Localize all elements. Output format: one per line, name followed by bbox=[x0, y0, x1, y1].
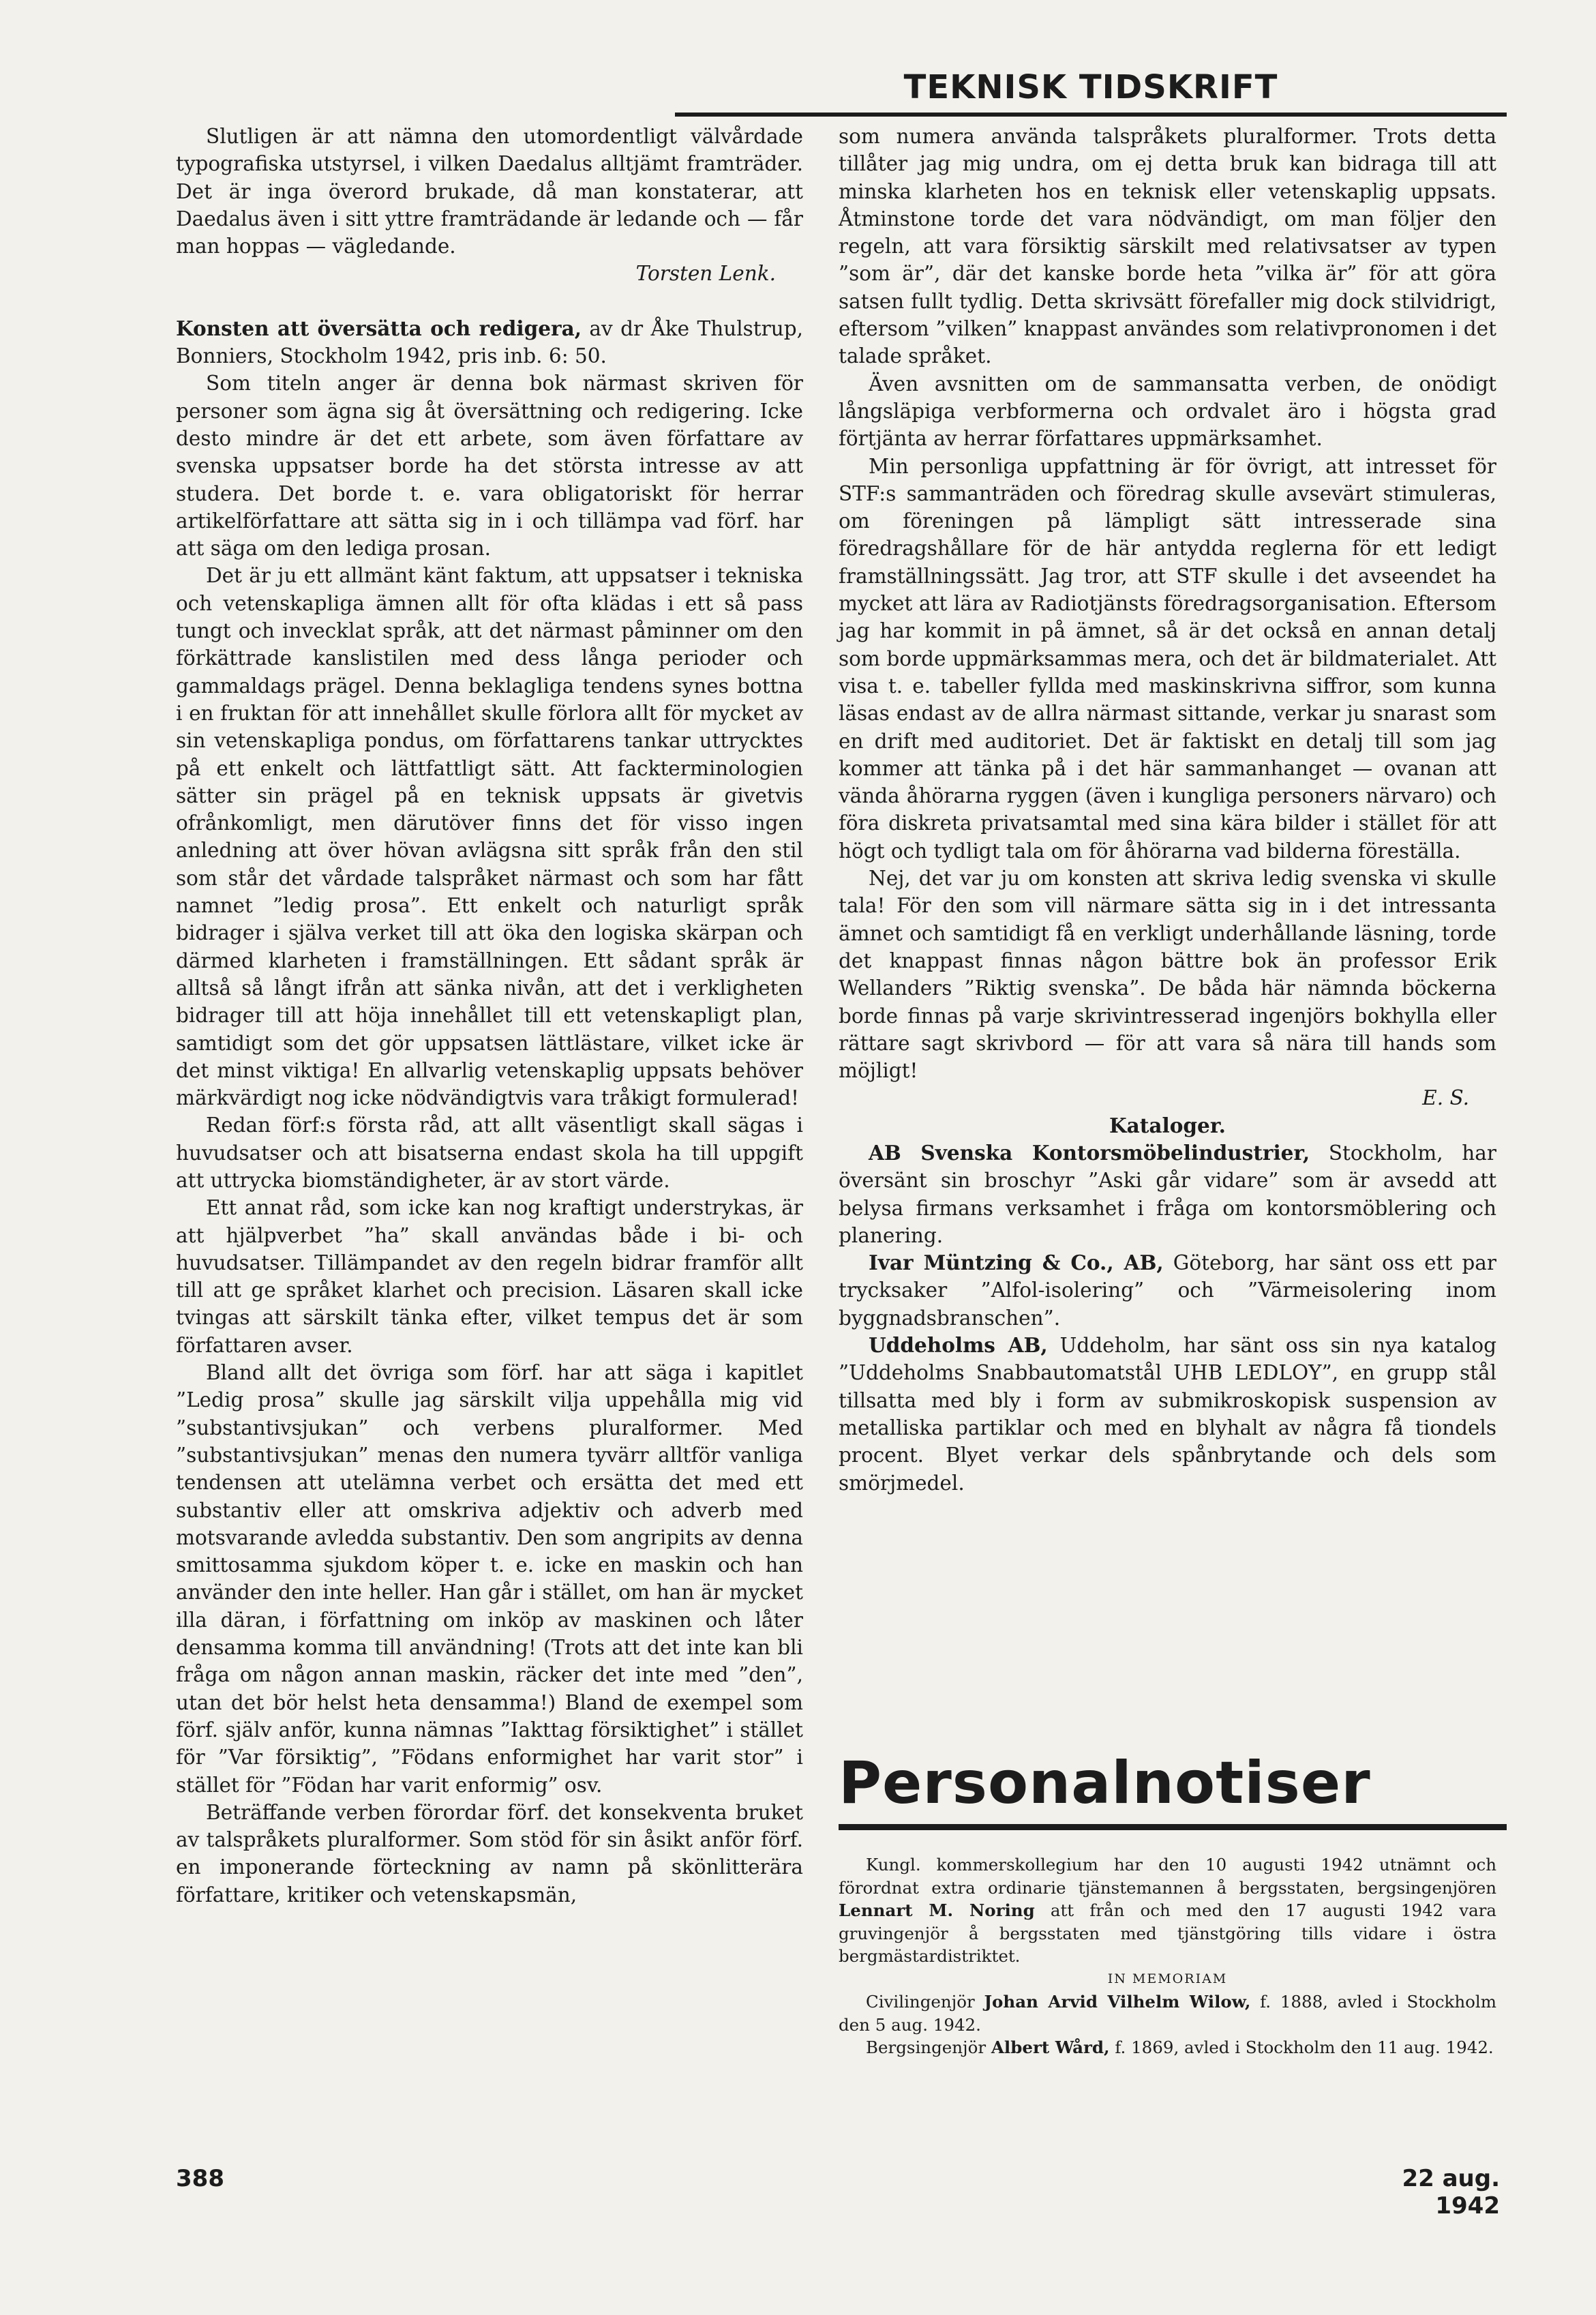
paragraph: Redan förf:s första råd, att allt väsentligt skall sägas i huvudsatser och att bisatserna endast skola ha till uppgift att uttrycka biomständigheter, är av stort värde. bbox=[176, 1114, 803, 1192]
section-title: Personalnotiser bbox=[839, 1749, 1371, 1817]
paragraph: som numera använda talspråkets pluralformer. Trots detta tillåter jag mig undra, om ej detta bruk kan bidraga till att minska klarheten hos en teknisk eller vetenskaplig uppsats. Åtminstone torde det vara nödvändigt, om man följer den regeln, att vara försiktig särskilt med relativsatser av typen ”som är”, där det kanske borde heta ”vilka är” för att göra satsen fullt tydlig. Detta skrivsätt förefaller mig dock stilvidrigt, eftersom ”vilken” knappast användes som relativpronomen i det talade språket. bbox=[839, 125, 1496, 368]
notice-text: f. 1869, avled i Stockholm den 11 aug. 1942. bbox=[1109, 2037, 1494, 2057]
notice-text: f. 1888, avled i Stockholm den 5 aug. 1942. bbox=[839, 1992, 1496, 2035]
paragraph: Min personliga uppfattning är för övrigt, att intresset för STF:s sammanträden och föredrag skulle avsevärt stimuleras, om föreningen på lämpligt sätt intresserade sina föredragshållare för de här antydda reglerna för ett ledigt framställningssätt. Jag tror, att STF skulle i det avseendet ha mycket att lära av Radiotjänsts föredragsorganisation. Eftersom jag har kommit in på ämnet, så är det också en annan detalj som borde uppmärksammas mera, och det är bildmaterialet. Att visa t. e. tabeller fyllda med maskinskrivna siffror, som kunna läsas endast av de allra närmast sittande, verkar ju snarast som en drift med auditoriet. Det är faktiskt en detalj till som jag kommer att tänka på i det här sammanhanget — ovanan att vända åhörarna ryggen (även i kungliga personers närvaro) och föra diskreta privatsamtal med sina kära bilder i stället för att högt och tydligt tala om för åhörarna vad bilderna föreställa. bbox=[839, 454, 1496, 863]
catalog-entry bbox=[839, 1139, 1496, 1249]
masthead-rule bbox=[675, 113, 1507, 117]
catalog-text: Göteborg, har sänt oss ett par trycksaker ”Alfol-isolering” och ”Värmeisolering inom byggnadsbranschen”. bbox=[839, 1251, 1496, 1330]
catalog-text: Uddeholm, har sänt oss sin nya katalog ”Uddeholms Snabbautomatstål UHB LEDLOY”, en grupp stål tillsatta med bly i form av submikroskopisk suspension av metalliska partiklar och med en blyhalt av några få tiondels procent. Blyet verkar dels spånbrytande och dels som smörjmedel. bbox=[839, 1334, 1496, 1495]
notice-text: att från och med den 17 augusti 1942 vara gruvingenjör å bergsstaten med tjänstgöring tills vidare i östra bergmästardistriktet. bbox=[839, 1900, 1496, 1966]
paragraph: Det är ju ett allmänt känt faktum, att uppsatser i tekniska och vetenskapliga ämnen allt för ofta klädas i ett så pass tungt och invecklat språk, att det närmast påminner om den förkättrade kanslistilen med dess långa perioder och gammaldags prägel. Denna beklagliga tendens synes bottna i en fruktan för att innehållet skulle förlora allt för mycket av sin vetenskapliga pondus, om författarens tankar uttrycktes på ett enkelt och lättfattligt sätt. Att fackterminologien sätter sin prägel på en teknisk uppsats är givetvis ofrånkomligt, men därutöver finns det för visso ingen anledning att över hövan avlägsna sitt språk från den stil som står det vårdade talspråket närmast och som har fått namnet ”ledig prosa”. Ett enkelt och naturligt språk bidrager i själva verket till att öka den logiska skärpan och därmed klarheten i framställningen. Ett sådant språk är alltså så långt ifrån att sänka nivån, att det i verkligheten bidrager till att höja innehållet till ett vetenskapligt plan, samtidigt som det gör uppsatsen lättlästare, vilket icke är det minst viktiga! En allvarlig vetenskaplig uppsats behöver märkvärdigt nog icke nödvändigtvis vara tråkigt formulerad! bbox=[176, 564, 803, 1110]
company-name: Ivar Müntzing & Co., AB, bbox=[869, 1251, 1164, 1275]
notice-text: Civilingenjör bbox=[866, 1992, 984, 2012]
catalog-heading: Kataloger. bbox=[1109, 1113, 1226, 1137]
memoriam-entry bbox=[839, 1990, 1496, 2036]
paragraph: Slutligen är att nämna den utomordentligt välvårdade typografiska utstyrsel, i vilken Daedalus alltjämt framträder. Det är inga överord brukade, då man konstaterar, att Daedalus även i sitt yttre framträdande är ledande och — får man hoppas — vägledande. bbox=[176, 125, 803, 258]
review-meta: av dr Åke Thulstrup, Bonniers, Stockholm 1942, pris inb. 6: 50. bbox=[176, 316, 803, 368]
section-rule bbox=[839, 1824, 1507, 1830]
memoriam-entry bbox=[839, 2036, 1496, 2059]
catalog-text: Stockholm, har översänt sin broschyr ”Aski går vidare” som är avsedd att belysa firmans verksamhet i fråga om kontorsmöblering och planering. bbox=[839, 1141, 1496, 1247]
paragraph: Ett annat råd, som icke kan nog kraftigt understrykas, är att hjälpverbet ”ha” skall användas både i bi- och huvudsatser. Tillämpandet av den regeln bidrar framför allt till att ge språket klarhet och precision. Läsaren skall icke tvingas att särskilt tänka efter, vilket tempus det är som författaren avser. bbox=[176, 1196, 803, 1357]
left-column bbox=[176, 123, 803, 1909]
spacer bbox=[176, 288, 803, 315]
company-name: AB Svenska Kontorsmöbelindustrier, bbox=[869, 1140, 1310, 1165]
notice-text: Bergsingenjör bbox=[866, 2037, 991, 2057]
right-column bbox=[839, 123, 1496, 1497]
catalog-entry bbox=[839, 1332, 1496, 1497]
page-number: 388 bbox=[176, 2165, 224, 2192]
notice-paragraph bbox=[839, 1853, 1496, 1968]
paragraph: Som titeln anger är denna bok närmast skriven för personer som ägna sig åt översättning och redigering. Icke desto mindre är det ett arbete, som även författare av svenska uppsatser borde ha det största intresse av att studera. Det borde t. e. vara obligatoriskt för herrar artikelförfattare att sätta sig in i och tillämpa vad förf. har att säga om den lediga prosan. bbox=[176, 372, 803, 561]
signature: E. S. bbox=[1422, 1086, 1469, 1110]
paragraph: Beträffande verben förordar förf. det konsekventa bruket av talspråkets pluralformer. Som stöd för sin åsikt anför förf. en imponerande förteckning av namn på skönlitterära författare, kritiker och vetenskapsmän, bbox=[176, 1800, 803, 1907]
personal-notices bbox=[839, 1853, 1496, 2059]
review-header bbox=[176, 315, 803, 370]
memoriam-heading: IN MEMORIAM bbox=[1107, 1971, 1228, 1986]
issue-date: 22 aug. 1942 bbox=[1402, 2165, 1500, 2220]
person-name: Lennart M. Noring bbox=[839, 1900, 1035, 1920]
review-title: Konsten att översätta och redigera, bbox=[176, 316, 582, 340]
signature: Torsten Lenk. bbox=[635, 262, 776, 286]
company-name: Uddeholms AB, bbox=[869, 1333, 1048, 1358]
catalog-entry bbox=[839, 1249, 1496, 1332]
paragraph: Bland allt det övriga som förf. har att säga i kapitlet ”Ledig prosa” skulle jag särskilt vilja uppehålla mig vid ”substantivsjukan” och verbens pluralformer. Med ”substantivsjukan” menas den numera tyvärr alltför vanliga tendensen att utelämna verbet och ersätta det med ett substantiv eller att omskriva adjektiv och adverb med motsvarande avledda substantiv. Den som angripits av denna smittosamma sjukdom köper t. e. icke en maskin och han använder den inte heller. Han går i stället, om han är mycket illa däran, i författning om inköp av maskinen och låter densamma komma till användning! (Trots att det inte kan bli fråga om någon annan maskin, räcker det inte med ”den”, utan det bör helst heta densamma!) Bland de exempel som förf. själv anför, kunna nämnas ”Iakttag försiktighet” i stället för ”Var försiktig”, ”Födans enformighet har varit stor” i stället för ”Födan har varit enformig” osv. bbox=[176, 1361, 803, 1797]
paragraph: Även avsnitten om de sammansatta verben, de onödigt långsläpiga verbformerna och ordvalet äro i högsta grad förtjänta av herrar författares uppmärksamhet. bbox=[839, 372, 1496, 451]
notice-text: Kungl. kommerskollegium har den 10 augusti 1942 utnämnt och förordnat extra ordinarie tjänstemannen å bergsstaten, bergsingenjören bbox=[839, 1855, 1496, 1898]
journal-title: TEKNISK TIDSKRIFT bbox=[903, 68, 1278, 106]
person-name: Johan Arvid Vilhelm Wilow, bbox=[984, 1992, 1251, 2012]
paragraph: Nej, det var ju om konsten att skriva ledig svenska vi skulle tala! För den som vill närmare sätta sig in i det intressanta ämnet och samtidigt få en verkligt underhållande läsning, torde det knappast finnas någon bättre bok än professor Erik Wellanders ”Riktig svenska”. De båda här nämnda böckerna borde finnas på varje skrivintresserad ingenjörs bokhylla eller rättare sagt skrivbord — för att vara så nära till hands som möjligt! bbox=[839, 867, 1496, 1083]
person-name: Albert Wård, bbox=[991, 2037, 1110, 2057]
